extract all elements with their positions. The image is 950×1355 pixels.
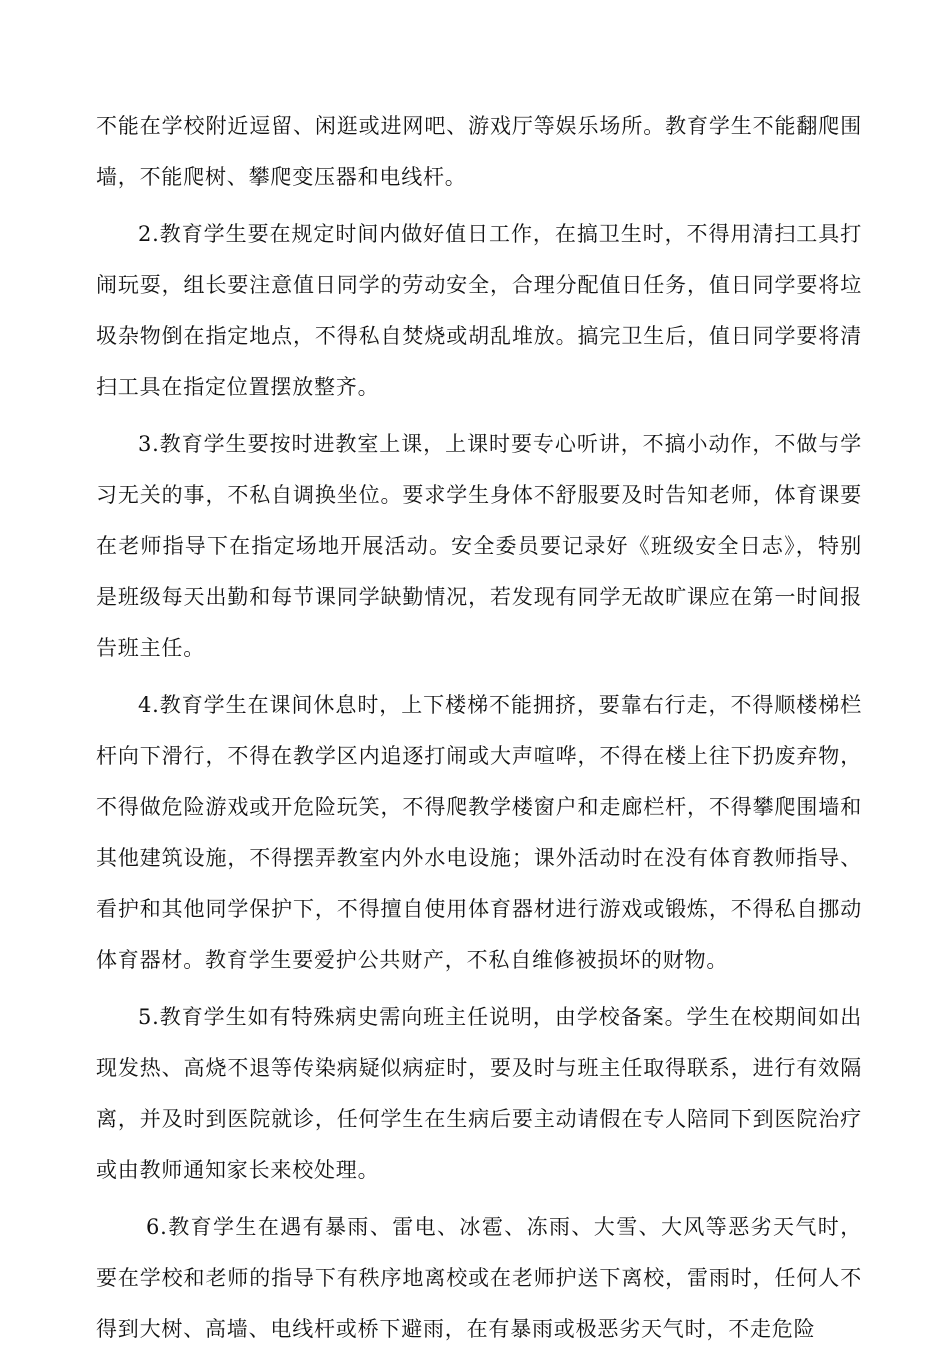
paragraph-item-5: 5.教育学生如有特殊病史需向班主任说明，由学校备案。学生在校期间如出现发热、高烧不退等传染病疑似病症时，要及时与班主任取得联系，进行有效隔离，并及时到医院就诊，任何学生在生病后要主动请假在专人陪同下到医院治疗或由教师通知家长来校处理。 xyxy=(96,1005,862,1182)
paragraph-item-3: 3.教育学生要按时进教室上课，上课时要专心听讲，不搞小动作，不做与学习无关的事，不私自调换坐位。要求学生身体不舒服要及时告知老师，体育课要在老师指导下在指定场地开展活动。安全委员要记录好《班级安全日志》，特别是班级每天出勤和每节课同学缺勤情况，若发现有同学无故旷课应在第一时间报告班主任。 xyxy=(96,432,862,660)
document-body xyxy=(96,101,862,1355)
paragraph-item-4: 4.教育学生在课间休息时，上下楼梯不能拥挤，要靠右行走，不得顺楼梯栏杆向下滑行，不得在教学区内追逐打闹或大声喧哗，不得在楼上往下扔废弃物，不得做危险游戏或开危险玩笑，不得爬教学楼窗户和走廊栏杆，不得攀爬围墙和其他建筑设施，不得摆弄教室内外水电设施；课外活动时在没有体育教师指导、看护和其他同学保护下，不得擅自使用体育器材进行游戏或锻炼，不得私自挪动体育器材。教育学生要爱护公共财产，不私自维修被损坏的财物。 xyxy=(96,693,862,972)
paragraph-item-2: 2.教育学生要在规定时间内做好值日工作，在搞卫生时，不得用清扫工具打闹玩耍，组长要注意值日同学的劳动安全，合理分配值日任务，值日同学要将垃圾杂物倒在指定地点，不得私自焚烧或胡乱堆放。搞完卫生后，值日同学要将清扫工具在指定位置摆放整齐。 xyxy=(96,222,862,399)
paragraph-continued: 不能在学校附近逗留、闲逛或进网吧、游戏厅等娱乐场所。教育学生不能翻爬围墙，不能爬树、攀爬变压器和电线杆。 xyxy=(96,114,862,189)
paragraph-item-6: 6.教育学生在遇有暴雨、雷电、冰雹、冻雨、大雪、大风等恶劣天气时，要在学校和老师的指导下有秩序地离校或在老师护送下离校，雷雨时，任何人不得到大树、高墙、电线杆或桥下避雨，在有暴雨或极恶劣天气时，不走危险 xyxy=(96,1215,862,1341)
